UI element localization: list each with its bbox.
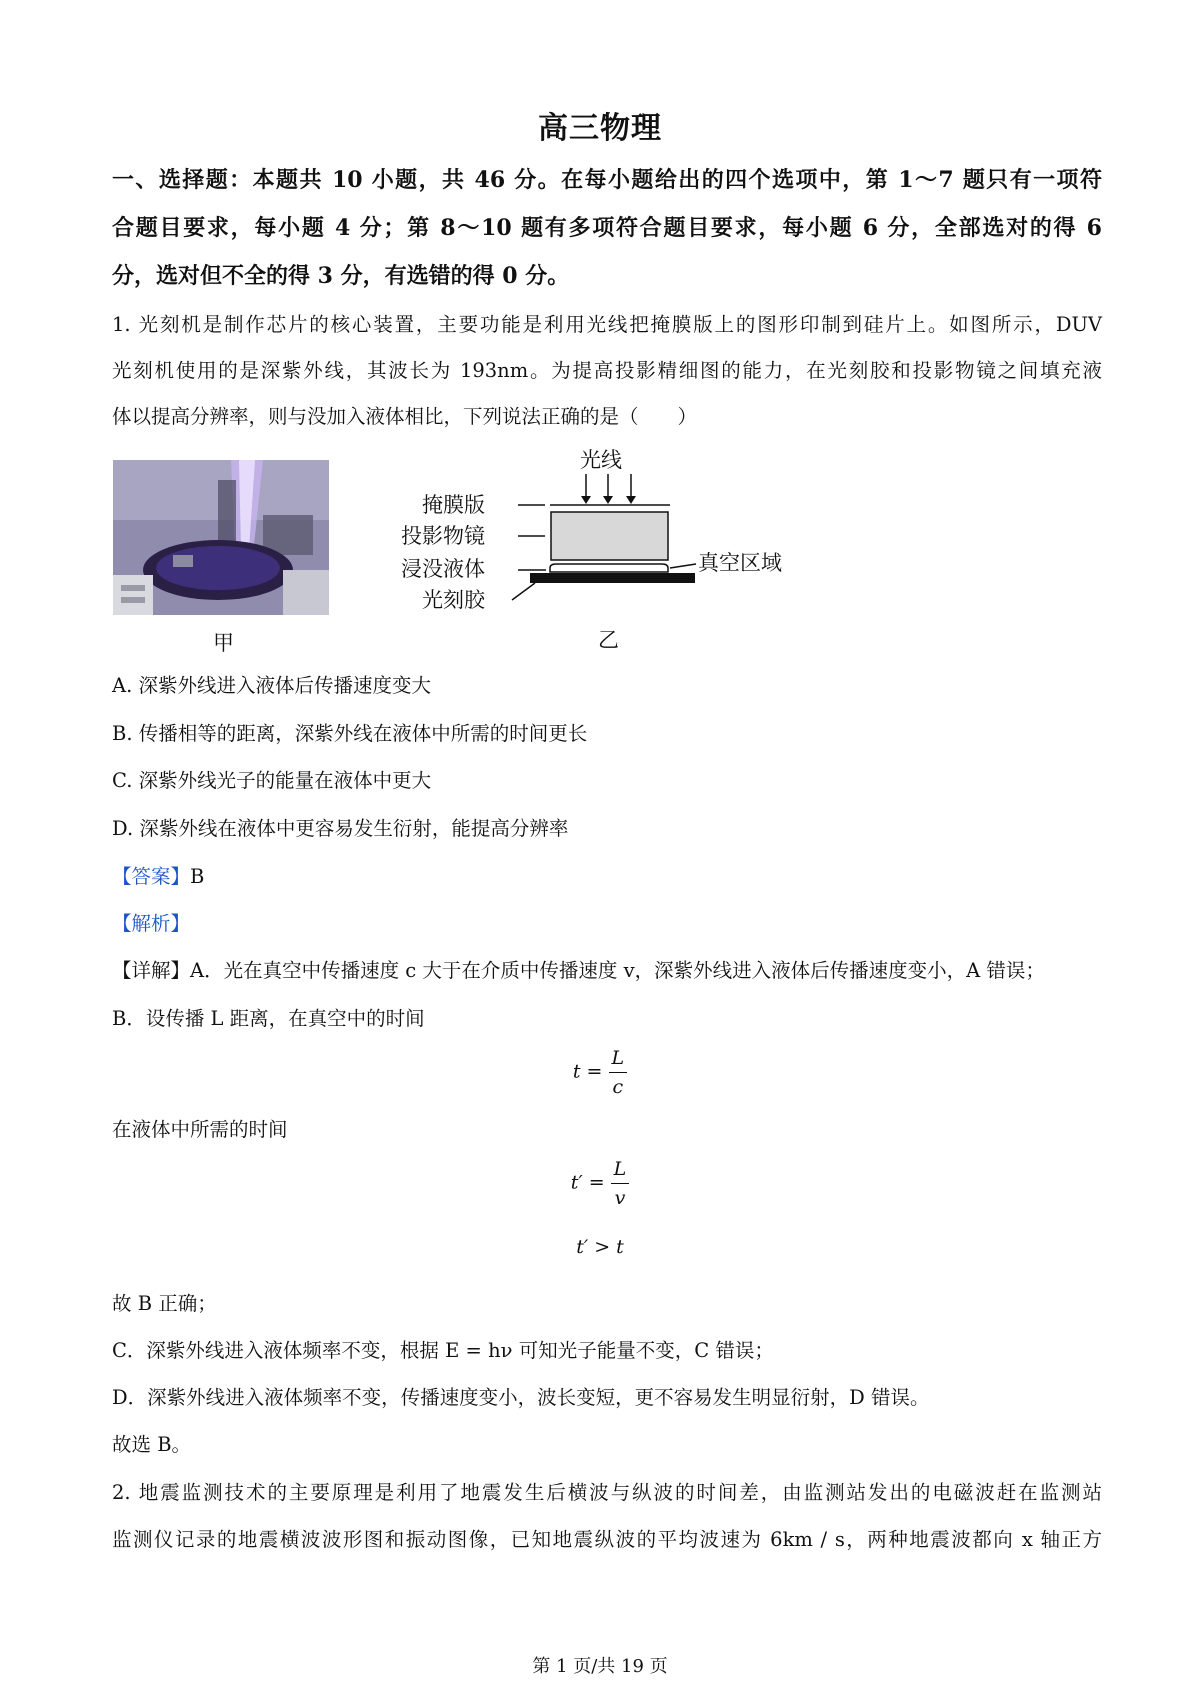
detail-line-d: D．深紫外线进入液体频率不变，传播速度变小，波长变短，更不容易发生明显衍射，D 错误。 (112, 1386, 930, 1409)
page-title: 高三物理 (538, 111, 662, 146)
lithography-schematic (400, 440, 820, 655)
equation-t: t = $\frac{L}{c}$ (0, 1047, 1200, 1098)
equation-inequality: t′ > t (576, 1236, 624, 1258)
q1-option-a: A. 深紫外线进入液体后传播速度变大 (112, 674, 431, 697)
detail-line-b: B．设传播 L 距离，在真空中的时间 (112, 1007, 425, 1030)
page-footer: 第 1 页/共 19 页 (532, 1656, 668, 1677)
label-liquid: 浸没液体 (401, 557, 485, 581)
label-light: 光线 (580, 448, 622, 472)
section-heading-line-1: 一、选择题：本题共 10 小题，共 46 分。在每小题给出的四个选项中，第 1～7 题只有一项符 (112, 167, 1102, 193)
detail-final: 故选 B。 (112, 1433, 192, 1456)
answer-value: B (190, 865, 205, 888)
detail-line-a: 【详解】A．光在真空中传播速度 c 大于在介质中传播速度 v，深紫外线进入液体后传播速度变小，A 错误； (112, 959, 1045, 982)
q1-stem-line-1: 1. 光刻机是制作芯片的核心装置，主要功能是利用光线把掩膜版上的图形印制到硅片上。如图所示，DUV (112, 313, 1102, 336)
label-resist: 光刻胶 (422, 588, 485, 612)
section-heading-line-2: 合题目要求，每小题 4 分；第 8～10 题有多项符合题目要求，每小题 6 分，全部选对的得 6 (112, 215, 1102, 241)
lithography-photo (113, 460, 329, 615)
analysis-tag: 【解析】 (112, 912, 191, 935)
detail-line-c: C．深紫外线进入液体频率不变，根据 E = hν 可知光子能量不变，C 错误； (112, 1339, 774, 1362)
q2-stem-line-2: 监测仪记录的地震横波波形图和振动图像，已知地震纵波的平均波速为 6km / s，两种地震波都向 x 轴正方 (112, 1528, 1102, 1551)
q1-stem-line-3: 体以提高分辨率，则与没加入液体相比，下列说法正确的是（ ） (112, 405, 698, 428)
light-arrows (581, 474, 636, 504)
figure-label-yi: 乙 (598, 628, 619, 652)
equation-t-prime: t′ = $\frac{L}{v}$ (0, 1158, 1200, 1209)
figure-label-jia: 甲 (213, 631, 234, 655)
q1-stem-line-2: 光刻机使用的是深紫外线，其波长为 193nm。为提高投影精细图的能力，在光刻胶和投影物镜之间填充液 (112, 359, 1102, 382)
immersion-liquid-shape (550, 564, 668, 572)
label-vacuum: 真空区域 (698, 551, 782, 575)
projection-lens-shape (551, 512, 668, 560)
q1-option-d: D. 深紫外线在液体中更容易发生衍射，能提高分辨率 (112, 817, 569, 840)
section-heading-line-3: 分，选对但不全的得 3 分，有选错的得 0 分。 (112, 263, 570, 289)
q1-answer-row (112, 863, 1102, 891)
photoresist-shape (530, 573, 695, 583)
q1-option-c: C. 深紫外线光子的能量在液体中更大 (112, 769, 432, 792)
detail-b-conclusion: 故 B 正确； (112, 1292, 217, 1315)
label-lens: 投影物镜 (401, 524, 485, 548)
lithography-photo-drawing (113, 460, 329, 615)
label-mask: 掩膜版 (422, 493, 485, 517)
q1-option-b: B. 传播相等的距离，深紫外线在液体中所需的时间更长 (112, 722, 588, 745)
q2-stem-line-1: 2. 地震监测技术的主要原理是利用了地震发生后横波与纵波的时间差，由监测站发出的电磁波赶在监测站 (112, 1481, 1102, 1504)
detail-in-liquid: 在液体中所需的时间 (112, 1118, 288, 1141)
answer-tag: 【答案】 (112, 865, 191, 888)
